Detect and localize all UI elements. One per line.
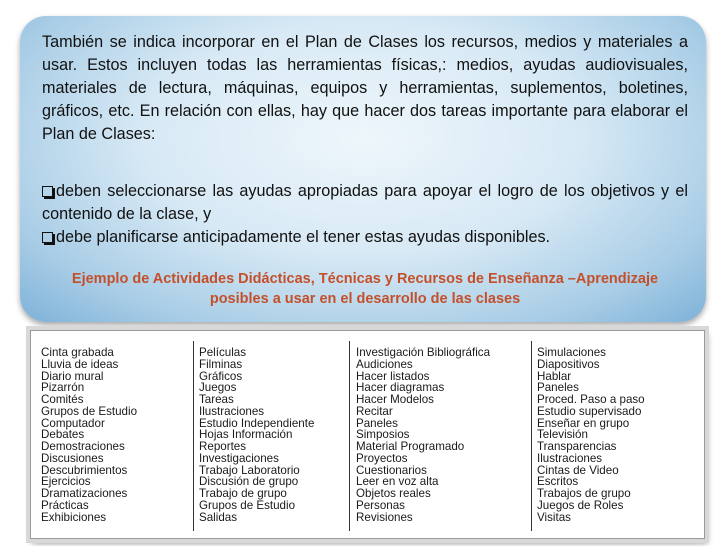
table-cell: Hablar [537, 369, 572, 383]
column-divider [531, 341, 532, 531]
checkbox-bullet-icon [42, 186, 53, 197]
table-cell: Juegos [199, 381, 237, 395]
table-cell: Estudio Independiente [199, 416, 315, 430]
table-cell: Filminas [199, 357, 243, 371]
table-cell: Pizarrón [41, 381, 85, 395]
table-cell: Estudio supervisado [537, 404, 642, 418]
table-cell: Leer en voz alta [356, 475, 439, 489]
table-column [537, 347, 645, 523]
table-cell: Personas [356, 498, 405, 512]
checkbox-bullet-icon [42, 232, 53, 243]
table-cell: Simposios [356, 428, 410, 442]
table-cell: Material Programado [356, 440, 465, 453]
table-cell: Hacer diagramas [356, 381, 445, 395]
table-cell: Comités [41, 393, 84, 406]
table-cell: Hojas Información [199, 428, 293, 442]
table-cell: Computador [41, 416, 105, 430]
table-cell: Dramatizaciones [41, 487, 128, 500]
table-cell: Trabajo de grupo [199, 487, 287, 500]
bullet-text: debe planificarse anticipadamente el tener estas ayudas disponibles. [56, 228, 551, 246]
table-cell: Audiciones [356, 357, 413, 371]
table-cell: Discusiones [41, 451, 104, 465]
table-cell: Debates [41, 428, 85, 442]
table-cell: Investigación Bibliográfica [356, 346, 491, 359]
activities-table [30, 330, 705, 539]
bullet-item [42, 226, 688, 249]
table-cell: Enseñar en grupo [537, 416, 630, 430]
table-cell: Investigaciones [199, 451, 279, 465]
column-divider [349, 341, 350, 531]
table-cell: Objetos reales [356, 487, 431, 500]
table-cell: Ejercicios [41, 475, 91, 489]
table-cell: Diario mural [41, 369, 104, 383]
table-cell: Transparencias [537, 440, 617, 453]
table-cell: Televisión [537, 428, 588, 442]
table-cell: Discusión de grupo [199, 475, 299, 489]
table-cell: Hacer Modelos [356, 393, 434, 406]
table-column [199, 347, 314, 523]
table-column [356, 347, 490, 523]
table-cell: Trabajo Laboratorio [199, 463, 300, 477]
section-heading: Ejemplo de Actividades Didácticas, Técnicas y Recursos de Enseñanza –Aprendizaje posibles a usar en el desarrollo de las clases [71, 271, 659, 307]
table-cell: Exhibiciones [41, 510, 107, 524]
table-cell: Prácticas [41, 498, 89, 512]
table-cell: Trabajos de grupo [537, 487, 631, 500]
bullet-item [42, 180, 688, 226]
table-cell: Diapositivos [537, 357, 600, 371]
table-cell: Paneles [537, 381, 579, 395]
bullet-text: deben seleccionarse las ayudas apropiadas para apoyar el logro de los objetivos y el contenido de la clase, y [42, 182, 688, 223]
table-column [41, 347, 137, 523]
table-cell: Cintas de Video [537, 463, 619, 477]
table-cell: Reportes [199, 440, 247, 453]
column-divider [193, 341, 194, 531]
table-cell: Proced. Paso a paso [537, 393, 645, 406]
table-cell: Revisiones [356, 510, 413, 524]
table-cell: Ilustraciones [537, 451, 603, 465]
table-cell: Salidas [199, 510, 238, 524]
table-cell: Hacer listados [356, 369, 430, 383]
table-cell: Escritos [537, 475, 579, 489]
table-cell: Paneles [356, 416, 398, 430]
table-cell: Gráficos [199, 369, 243, 383]
table-cell: Recitar [356, 404, 393, 418]
table-cell: Películas [199, 346, 247, 359]
table-cell: Descubrimientos [41, 463, 128, 477]
table-cell: Cuestionarios [356, 463, 427, 477]
table-cell: Juegos de Roles [537, 498, 624, 512]
table-cell: Grupos de Estudio [41, 404, 138, 418]
table-cell: Demostraciones [41, 440, 125, 453]
table-cell: Simulaciones [537, 346, 606, 359]
table-cell: Cinta grabada [41, 346, 114, 359]
table-cell: Lluvia de ideas [41, 357, 119, 371]
intro-paragraph: También se indica incorporar en el Plan de Clases los recursos, medios y materiales a usar. Estos incluyen todas las herramientas físicas,: medios, ayudas audiovisuales, materiales de lectura, máquinas, equipos y herramientas, suplementos, boletines, gráficos, etc. En relación con ellas, hay que hacer dos tareas importante para elaborar el Plan de Clases: [42, 33, 688, 143]
table-cell: Ilustraciones [199, 404, 265, 418]
table-cell: Tareas [199, 393, 234, 406]
bullet-list [42, 180, 688, 249]
table-cell: Grupos de Estudio [199, 498, 296, 512]
table-cell: Visitas [537, 510, 571, 524]
table-cell: Proyectos [356, 451, 408, 465]
